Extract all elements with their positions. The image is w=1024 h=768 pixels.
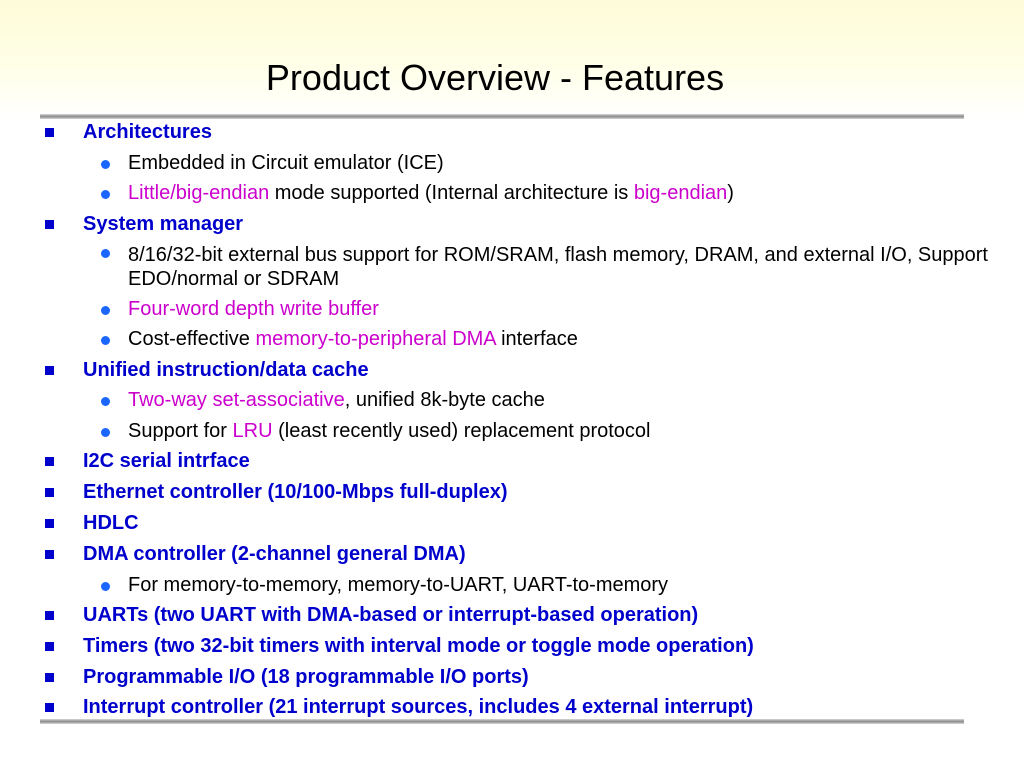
section-label: DMA controller (2-channel general DMA) (83, 542, 466, 565)
bullet-text: Support for (128, 419, 233, 442)
bullet-text: 8/16/32-bit external bus support for ROM/SRAM, flash memory, DRAM, and external I/O, Support EDO/normal or SDRAM (128, 243, 988, 290)
section-hdlc (0, 508, 1024, 539)
section-label: UARTs (two UART with DMA-based or interrupt-based operation) (83, 604, 699, 627)
highlight-term: Four-word depth write buffer (128, 297, 379, 320)
bullet-text: For memory-to-memory, memory-to-UART, UART-to-memory (128, 573, 669, 596)
bullet-dma-modes (0, 570, 1024, 601)
bullet-dma-interface (0, 324, 1024, 355)
slide-title: Product Overview - Features (265, 57, 725, 98)
bullet-text: Embedded in Circuit emulator (ICE) (128, 151, 444, 174)
highlight-term: LRU (232, 419, 273, 442)
bullet-text: ) (727, 182, 734, 205)
section-architectures (0, 117, 1024, 148)
section-label: Programmable I/O (18 programmable I/O ports) (83, 665, 529, 688)
square-bullet-icon (45, 457, 54, 466)
round-bullet-icon (101, 249, 110, 258)
round-bullet-icon (101, 160, 110, 169)
section-timers (0, 631, 1024, 662)
section-uarts (0, 600, 1024, 631)
square-bullet-icon (45, 550, 54, 559)
square-bullet-icon (45, 611, 54, 620)
section-label: Architectures (83, 121, 212, 143)
round-bullet-icon (101, 336, 110, 345)
section-label: Timers (two 32-bit timers with interval mode or toggle mode operation) (83, 634, 754, 657)
bullet-endian (0, 178, 1024, 209)
bullet-text: interface (495, 328, 578, 351)
section-label: Unified instruction/data cache (83, 358, 369, 381)
footer-divider (40, 719, 964, 724)
square-bullet-icon (45, 128, 54, 137)
square-bullet-icon (45, 519, 54, 528)
bullet-write-buffer (0, 294, 1024, 325)
section-label: HDLC (83, 511, 139, 534)
section-label: System manager (83, 212, 244, 235)
square-bullet-icon (45, 673, 54, 682)
square-bullet-icon (45, 220, 54, 229)
bullet-text: , unified 8k-byte cache (344, 389, 545, 412)
bullet-text: mode supported (Internal architecture is (269, 182, 634, 205)
bullet-external-bus (0, 240, 1024, 294)
highlight-term: Two-way set-associative (128, 389, 345, 412)
square-bullet-icon (45, 642, 54, 651)
square-bullet-icon (45, 488, 54, 497)
section-ethernet (0, 477, 1024, 508)
round-bullet-icon (101, 397, 110, 406)
round-bullet-icon (101, 428, 110, 437)
feature-list (0, 117, 1024, 723)
bullet-ice (0, 148, 1024, 179)
section-label: Ethernet controller (10/100-Mbps full-duplex) (83, 481, 508, 504)
bullet-text: (least recently used) replacement protocol (272, 419, 651, 442)
bullet-text: Cost-effective (128, 328, 256, 351)
section-label: I2C serial intrface (83, 450, 250, 473)
section-dma-controller (0, 539, 1024, 570)
highlight-term: big-endian (633, 182, 728, 205)
round-bullet-icon (101, 306, 110, 315)
bullet-lru (0, 416, 1024, 447)
section-unified-cache (0, 355, 1024, 386)
bullet-set-associative (0, 385, 1024, 416)
highlight-term: Little/big-endian (128, 182, 270, 205)
round-bullet-icon (101, 582, 110, 591)
highlight-term: memory-to-peripheral DMA (255, 328, 496, 351)
square-bullet-icon (45, 366, 54, 375)
section-label: Interrupt controller (21 interrupt sources, includes 4 external interrupt) (83, 696, 754, 719)
round-bullet-icon (101, 190, 110, 199)
section-i2c (0, 446, 1024, 477)
square-bullet-icon (45, 703, 54, 712)
section-system-manager (0, 209, 1024, 240)
section-programmable-io (0, 662, 1024, 693)
